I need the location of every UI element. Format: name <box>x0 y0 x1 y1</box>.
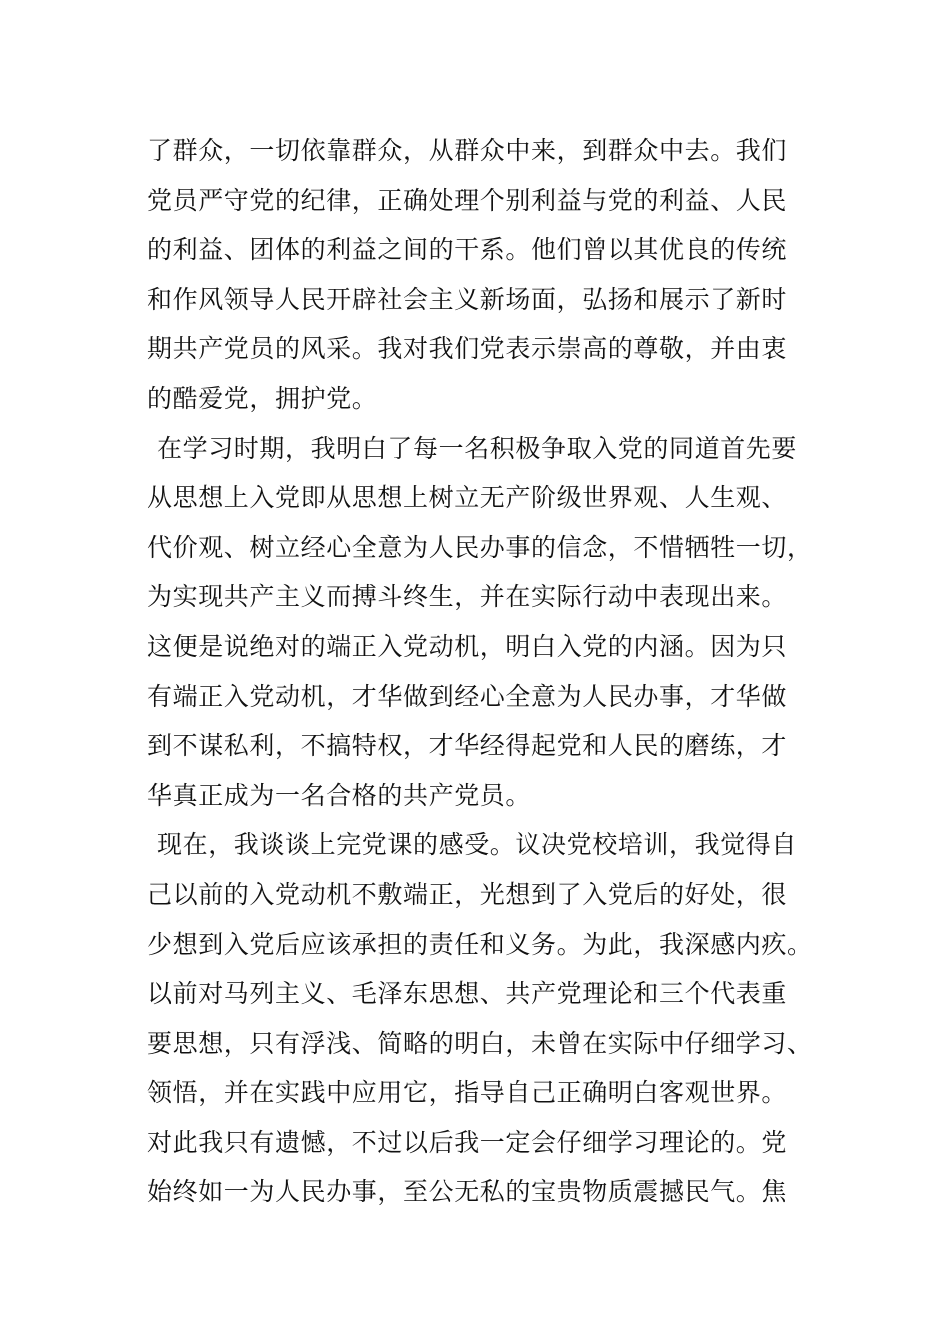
text-line: 领悟，并在实践中应用它，指导自己正确明白客观世界。 <box>147 1078 788 1108</box>
text-line: 的利益、团体的利益之间的干系。他们曾以其优良的传统 <box>147 235 788 265</box>
text-line: 这便是说绝对的端正入党动机，明白入党的内涵。因为只 <box>147 631 788 661</box>
text-body <box>147 126 813 1217</box>
text-line: 和作风领导人民开辟社会主义新场面，弘扬和展示了新时 <box>147 284 788 314</box>
text-line: 到不谋私利，不搞特权，才华经得起党和人民的磨练，才 <box>147 731 788 761</box>
text-line: 为实现共产主义而搏斗终生，并在实际行动中表现出来。 <box>147 582 788 612</box>
text-line: 对此我只有遗憾，不过以后我一定会仔细学习理论的。党 <box>147 1127 788 1157</box>
text-line: 的酷爱党，拥护党。 <box>147 383 378 413</box>
text-line: 了群众，一切依靠群众，从群众中来，到群众中去。我们 <box>147 136 788 165</box>
text-line: 党员严守党的纪律，正确处理个别利益与党的利益、人民 <box>147 185 788 215</box>
text-line: 己以前的入党动机不敷端正，光想到了入党后的好处，很 <box>147 879 788 909</box>
text-line: 从思想上入党即从思想上树立无产阶级世界观、人生观、 <box>147 483 788 513</box>
text-line: 代价观、树立经心全意为人民办事的信念，不惜牺牲一切， <box>147 532 813 562</box>
text-line: 要思想，只有浮浅、简略的明白，未曾在实际中仔细学习、 <box>147 1028 813 1058</box>
paragraph-start-line: 现在，我谈谈上完党课的感受。议决党校培训，我觉得自 <box>157 830 798 860</box>
text-line: 少想到入党后应该承担的责任和义务。为此，我深感内疚。 <box>147 929 813 959</box>
text-line: 华真正成为一名合格的共产党员。 <box>147 780 532 810</box>
text-line: 始终如一为人民办事，至公无私的宝贵物质震撼民气。焦 <box>147 1177 788 1207</box>
paragraph-start-line: 在学习时期，我明白了每一名积极争取入党的同道首先要 <box>157 433 798 463</box>
text-line: 有端正入党动机，才华做到经心全意为人民办事，才华做 <box>147 681 788 711</box>
text-line: 以前对马列主义、毛泽东思想、共产党理论和三个代表重 <box>147 979 788 1009</box>
text-line: 期共产党员的风采。我对我们党表示崇高的尊敬，并由衷 <box>147 334 788 364</box>
